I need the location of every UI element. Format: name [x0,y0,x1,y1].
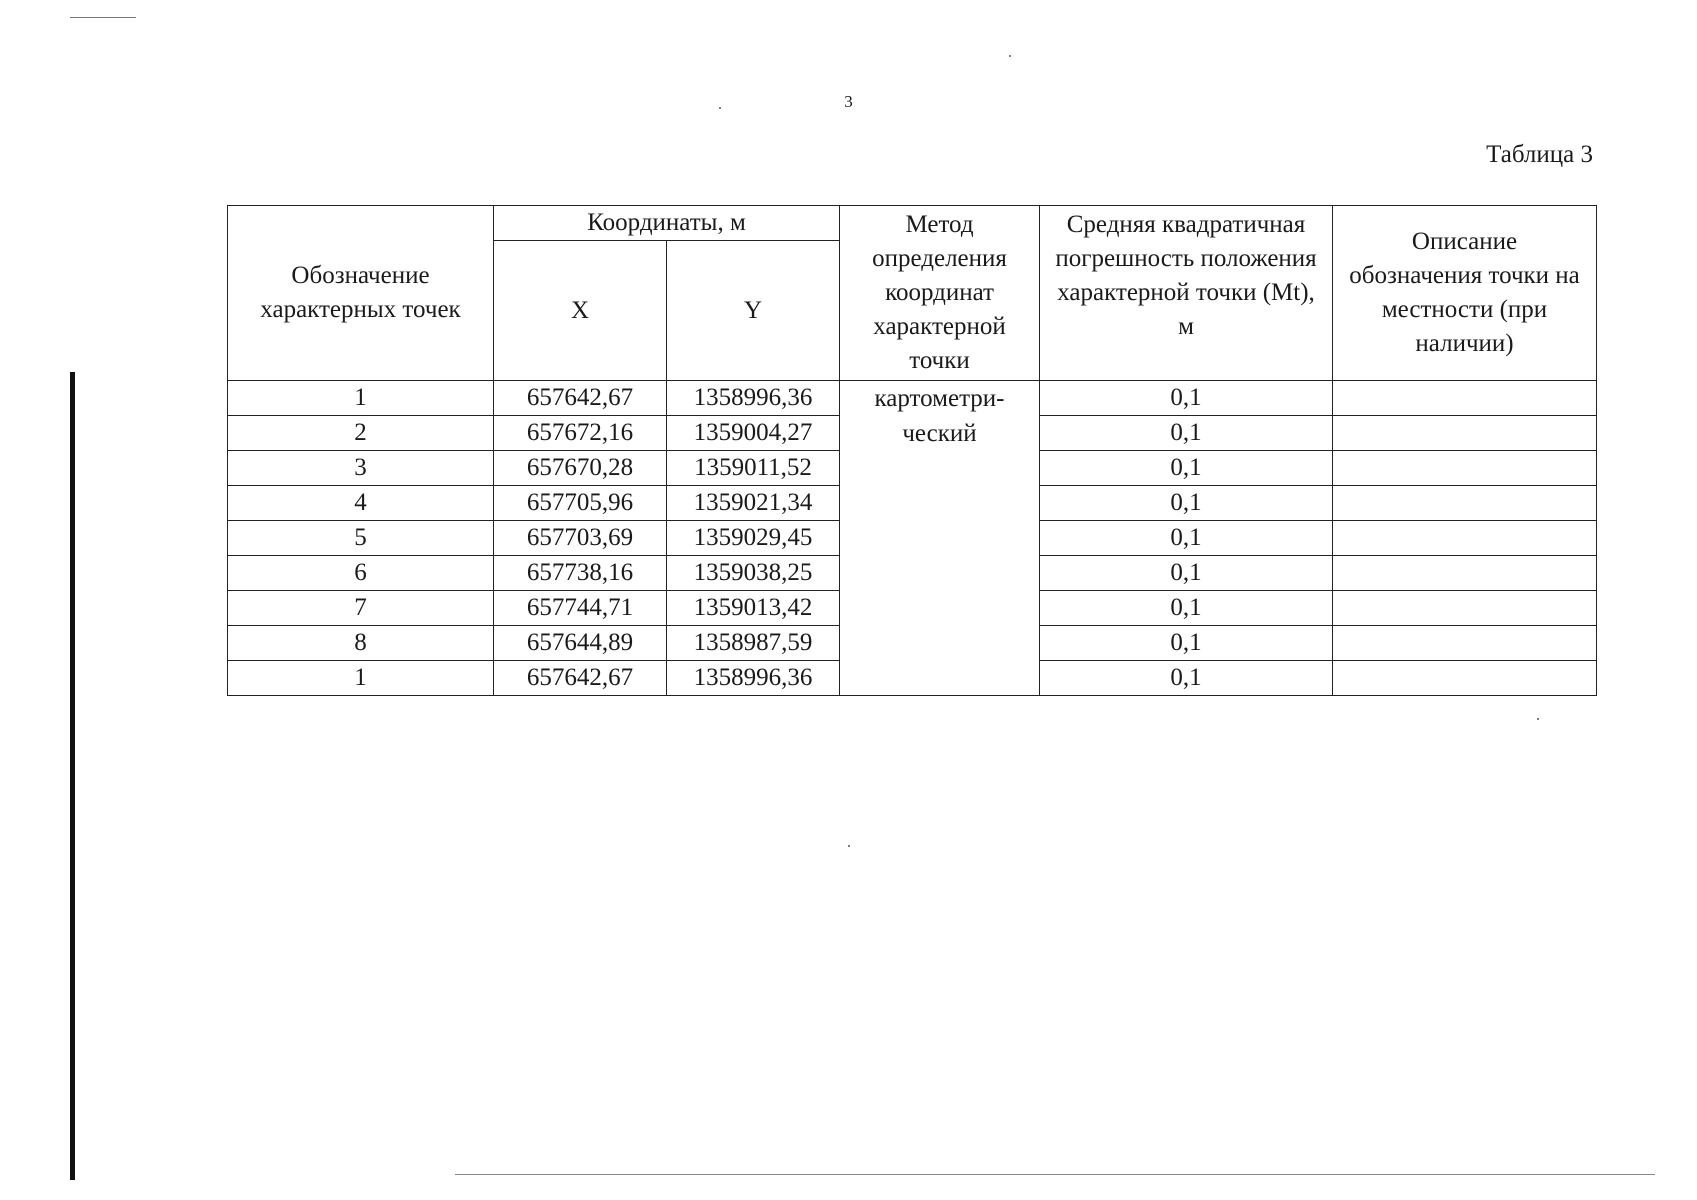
cell-y: 1359011,52 [667,451,840,486]
cell-mt: 0,1 [1040,556,1333,591]
cell-x: 657642,67 [494,661,667,696]
cell-point: 2 [228,416,494,451]
cell-mt: 0,1 [1040,661,1333,696]
cell-x: 657705,96 [494,486,667,521]
cell-description [1333,416,1597,451]
cell-y: 1359013,42 [667,591,840,626]
header-method: Метод определения координат характерной точки [840,206,1040,381]
scan-artifact-line [70,17,136,18]
header-accuracy: Средняя квадратичная погрешность положения характерной точки (Mt), м [1040,206,1333,381]
cell-x: 657744,71 [494,591,667,626]
cell-description [1333,451,1597,486]
cell-y: 1358996,36 [667,661,840,696]
cell-point: 6 [228,556,494,591]
cell-mt: 0,1 [1040,521,1333,556]
cell-x: 657670,28 [494,451,667,486]
cell-point: 7 [228,591,494,626]
cell-point: 5 [228,521,494,556]
cell-x: 657703,69 [494,521,667,556]
scan-speck [848,845,850,847]
cell-description [1333,486,1597,521]
scan-speck [1009,55,1011,57]
cell-description [1333,626,1597,661]
coordinates-table-body [228,381,1597,696]
cell-mt: 0,1 [1040,451,1333,486]
cell-y: 1358987,59 [667,626,840,661]
cell-description [1333,661,1597,696]
cell-description [1333,556,1597,591]
cell-mt: 0,1 [1040,591,1333,626]
cell-mt: 0,1 [1040,486,1333,521]
cell-y: 1358996,36 [667,381,840,416]
cell-point: 8 [228,626,494,661]
header-coordinates: Координаты, м [494,206,840,241]
cell-y: 1359004,27 [667,416,840,451]
cell-x: 657642,67 [494,381,667,416]
table-caption: Таблица 3 [1486,141,1593,168]
cell-x: 657672,16 [494,416,667,451]
cell-method: картометри-ческий [840,381,1040,696]
cell-mt: 0,1 [1040,381,1333,416]
page-number: 3 [844,92,853,111]
header-y: Y [667,241,840,381]
cell-mt: 0,1 [1040,626,1333,661]
cell-y: 1359038,25 [667,556,840,591]
cell-point: 3 [228,451,494,486]
cell-x: 657738,16 [494,556,667,591]
cell-mt: 0,1 [1040,416,1333,451]
cell-description [1333,381,1597,416]
scan-speck [1537,718,1539,720]
coordinates-table [227,205,1597,696]
cell-description [1333,591,1597,626]
cell-point: 4 [228,486,494,521]
cell-y: 1359021,34 [667,486,840,521]
header-point-designation: Обозначение характерных точек [228,206,494,381]
header-description: Описание обозначения точки на местности (при наличии) [1333,206,1597,381]
cell-description [1333,521,1597,556]
scan-artifact-margin-bar [70,372,75,1180]
scan-artifact-bottom-line [455,1174,1655,1175]
cell-x: 657644,89 [494,626,667,661]
table-row [228,381,1597,416]
header-x: X [494,241,667,381]
cell-point: 1 [228,661,494,696]
cell-point: 1 [228,381,494,416]
cell-y: 1359029,45 [667,521,840,556]
